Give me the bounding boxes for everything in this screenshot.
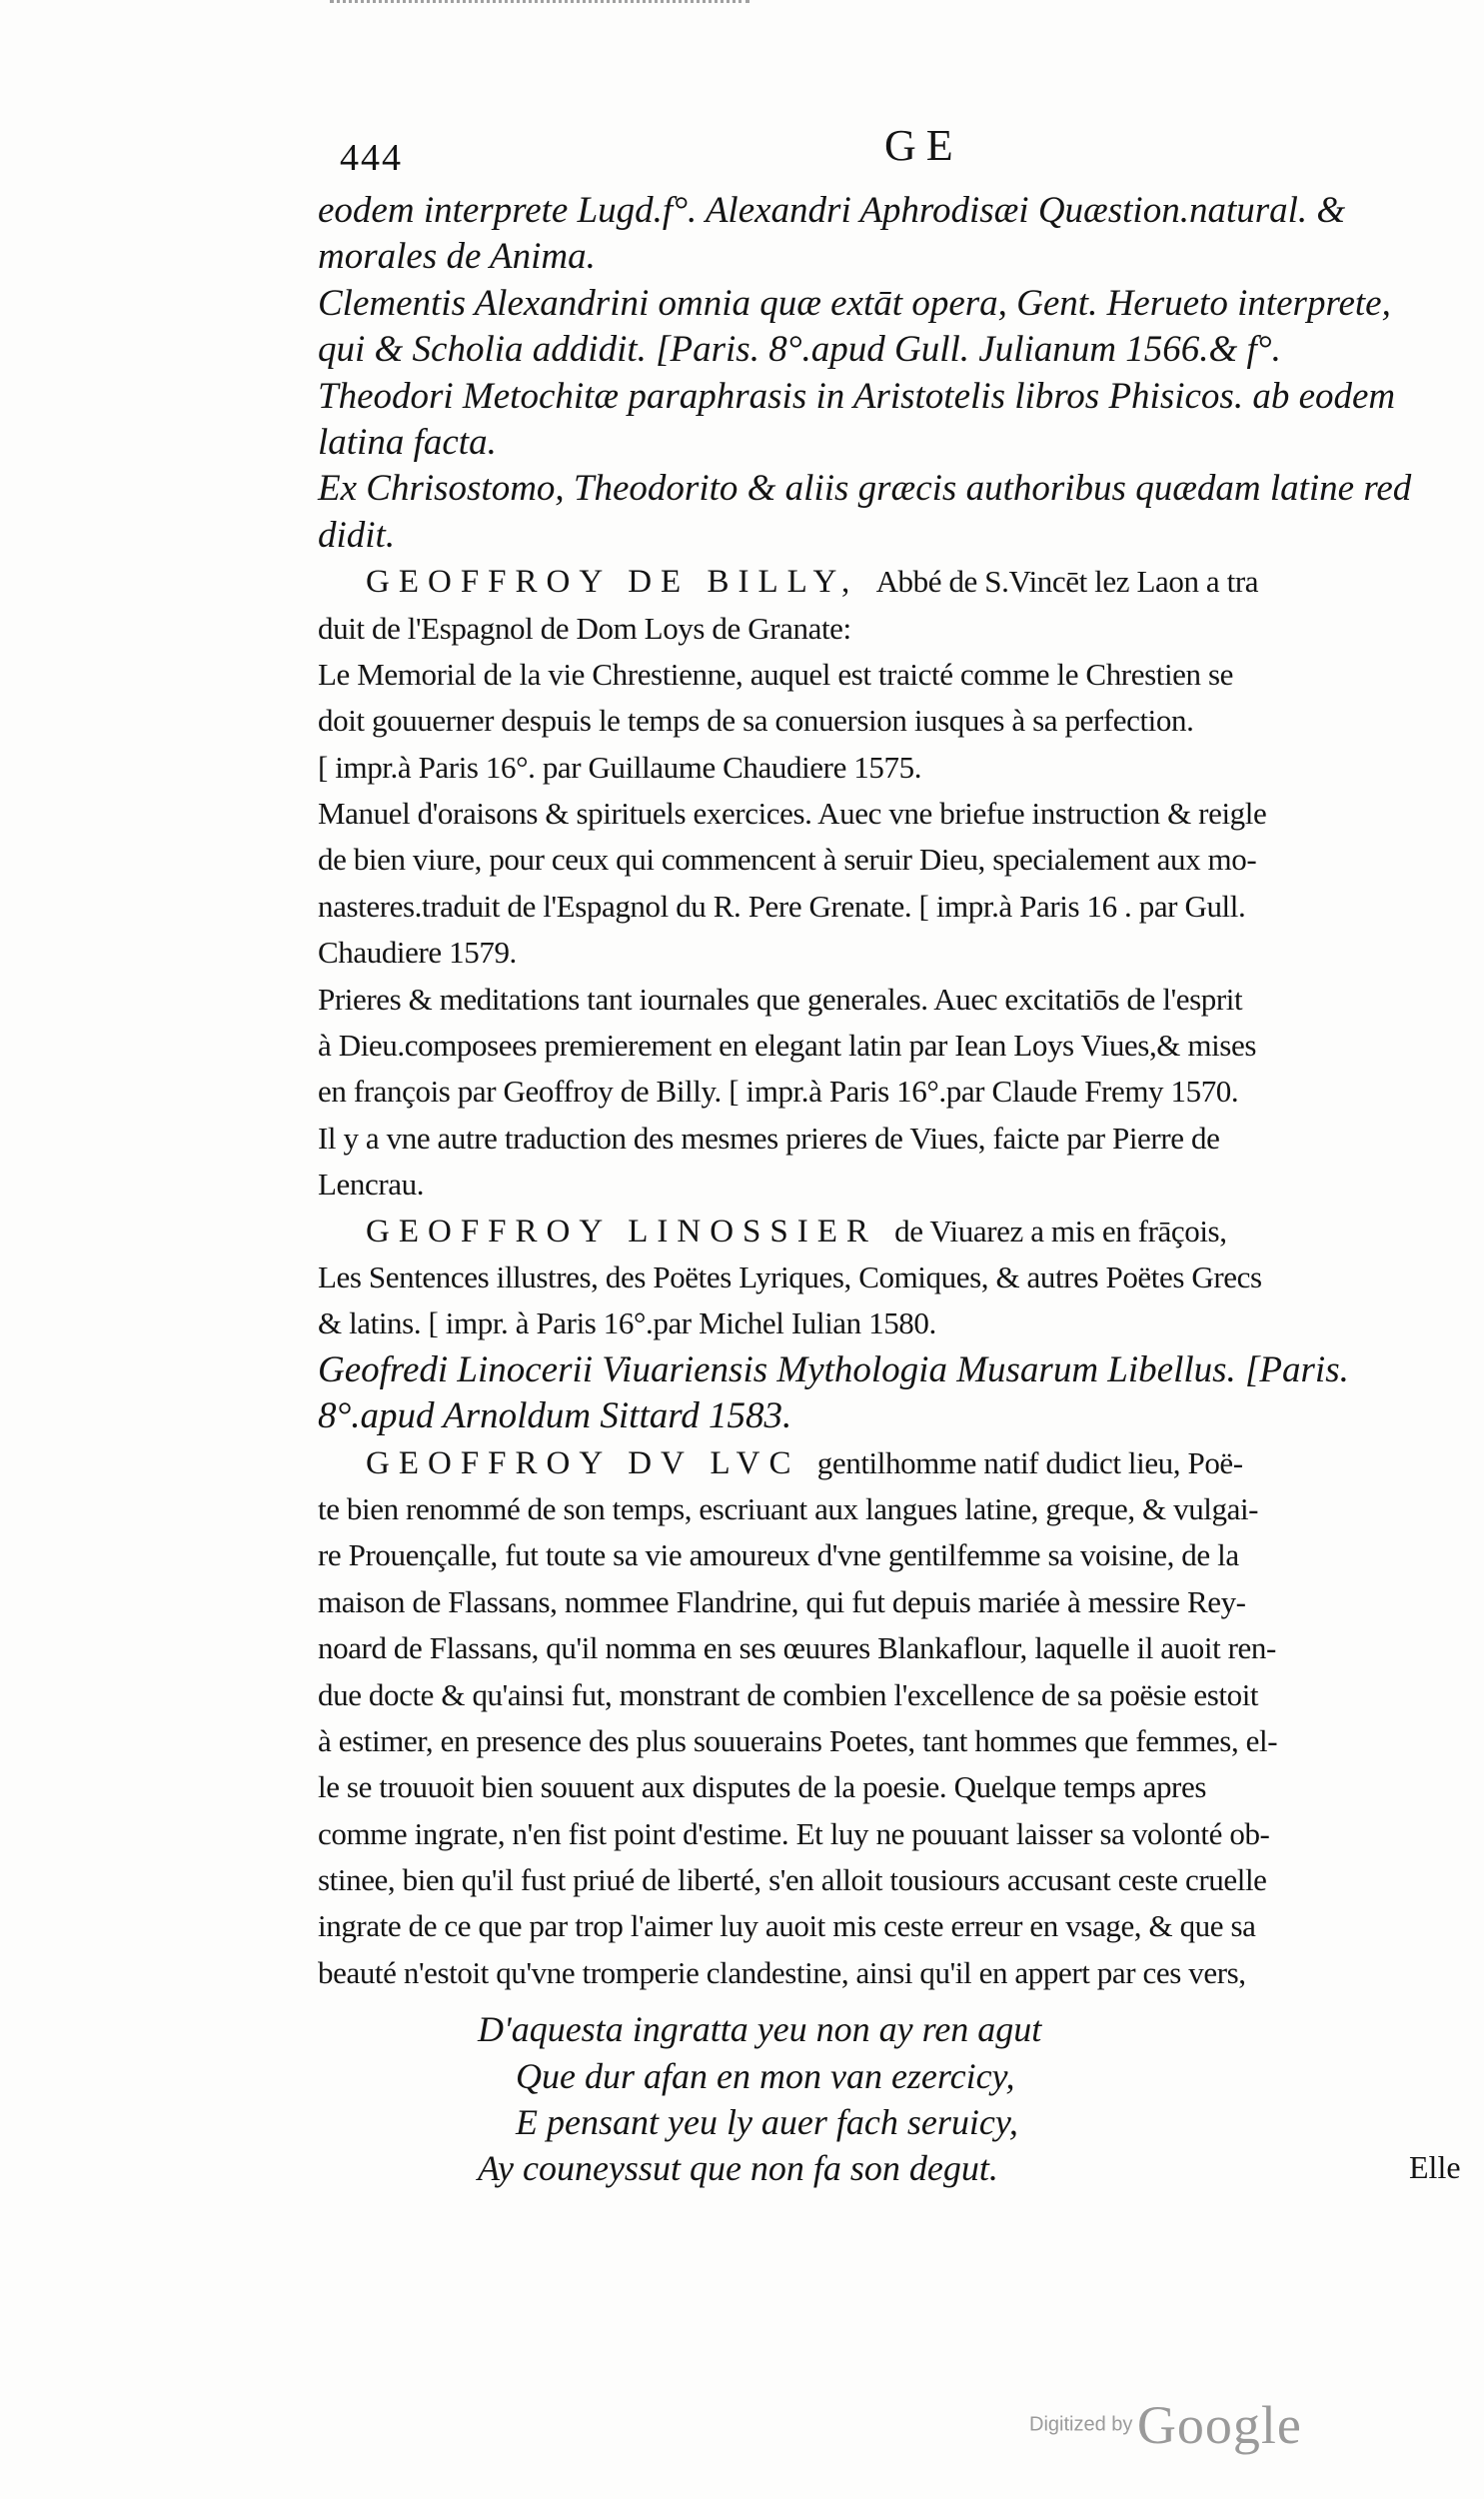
- entry-text: Abbé de S.Vincēt lez Laon a tra: [875, 564, 1259, 600]
- text-line: [318, 1209, 1452, 1254]
- text-line: [ impr.à Paris 16°. par Guillaume Chaudiere 1575.: [318, 749, 922, 785]
- text-line: Il y a vne autre traduction des mesmes prieres de Viues, faicte par Pierre de: [318, 1120, 1220, 1156]
- entry-text: de Viuarez a mis en frāçois,: [894, 1213, 1227, 1249]
- verse-line: Que dur afan en mon van ezercicy,: [516, 2055, 1015, 2096]
- text-line: en françois par Geoffroy de Billy. [ impr.à Paris 16°.par Claude Fremy 1570.: [318, 1074, 1239, 1110]
- text-line: beauté n'estoit qu'vne tromperie clandestine, ainsi qu'il en appert par ces vers,: [318, 1954, 1246, 1990]
- page-number: 444: [340, 137, 403, 179]
- text-line: à Dieu.composees premierement en elegant latin par Iean Loys Viues,& mises: [318, 1028, 1256, 1064]
- text-line: & latins. [ impr. à Paris 16°.par Michel Iulian 1580.: [318, 1305, 936, 1341]
- text-line: [318, 1440, 1452, 1486]
- text-line: latina facta.: [318, 421, 497, 463]
- verse-block: [318, 2006, 1452, 2192]
- page-body: [318, 188, 1452, 2192]
- author-name: GEOFFROY LINOSSIER: [366, 1213, 895, 1250]
- text-line: Chaudiere 1579.: [318, 935, 517, 971]
- text-line: Lencrau.: [318, 1167, 425, 1203]
- text-line: duit de l'Espagnol de Dom Loys de Granate:: [318, 610, 851, 646]
- text-line: Les Sentences illustres, des Poëtes Lyriques, Comiques, & autres Poëtes Grecs: [318, 1258, 1262, 1294]
- text-line: Theodori Metochitæ paraphrasis in Aristotelis libros Phisicos. ab eodem: [318, 375, 1396, 417]
- text-line: nasteres.traduit de l'Espagnol du R. Pere Grenate. [ impr.à Paris 16 . par Gull.: [318, 888, 1246, 924]
- text-line: noard de Flassans, qu'il nomma en ses œuures Blankaflour, laquelle il auoit ren-: [318, 1630, 1276, 1666]
- page-header: [340, 118, 1449, 178]
- text-line: à estimer, en presence des plus souuerains Poetes, tant hommes que femmes, el-: [318, 1722, 1278, 1758]
- text-line: Manuel d'oraisons & spirituels exercices. Auec vne briefue instruction & reigle: [318, 796, 1267, 832]
- text-line: Prieres & meditations tant iournales que generales. Auec excitatiōs de l'esprit: [318, 981, 1243, 1017]
- text-line: Ex Chrisostomo, Theodorito & aliis græcis authoribus quædam latine red: [318, 468, 1412, 510]
- text-line: stinee, bien qu'il fust priué de liberté, s'en alloit tousiours accusant ceste cruelle: [318, 1862, 1267, 1898]
- text-line: te bien renommé de son temps, escriuant aux langues latine, greque, & vulgai-: [318, 1490, 1259, 1526]
- text-line: Geofredi Linocerii Viuariensis Mythologia Musarum Libellus. [Paris.: [318, 1348, 1349, 1390]
- scan-edge-noise: [330, 0, 749, 17]
- author-name: GEOFFROY DV LVC: [366, 1444, 817, 1481]
- verse-line: E pensant yeu ly auer fach seruicy,: [516, 2102, 1018, 2143]
- watermark-prefix: Digitized by: [1029, 2413, 1133, 2436]
- digitized-by-watermark: [1029, 2394, 1302, 2456]
- text-line: le se trouuoit bien souuent aux disputes de la poesie. Quelque temps apres: [318, 1769, 1206, 1805]
- text-line: doit gouuerner despuis le temps de sa conuersion iusques à sa perfection.: [318, 703, 1194, 739]
- author-name: GEOFFROY DE BILLY,: [366, 564, 876, 601]
- text-line: Clementis Alexandrini omnia quæ extāt opera, Gent. Herueto interprete,: [318, 282, 1391, 324]
- text-line: [318, 559, 1452, 605]
- text-line: 8°.apud Arnoldum Sittard 1583.: [318, 1395, 792, 1437]
- text-line: re Prouençalle, fut toute sa vie amoureux d'vne gentilfemme sa voisine, de la: [318, 1537, 1239, 1573]
- text-line: de bien viure, pour ceux qui commencent à seruir Dieu, specialement aux mo-: [318, 842, 1257, 878]
- text-line: didit.: [318, 514, 396, 556]
- text-line: Le Memorial de la vie Chrestienne, auquel est traicté comme le Chrestien se: [318, 656, 1234, 692]
- text-line: morales de Anima.: [318, 236, 596, 278]
- text-line: due docte & qu'ainsi fut, monstrant de combien l'excellence de sa poësie estoit: [318, 1676, 1259, 1712]
- verse-line: D'aquesta ingratta yeu non ay ren agut: [478, 2009, 1042, 2050]
- text-line: eodem interprete Lugd.f°. Alexandri Aphrodisæi Quæstion.natural. &: [318, 190, 1346, 231]
- catchword: Elle: [1409, 2149, 1461, 2185]
- text-line: maison de Flassans, nommee Flandrine, qui fut depuis mariée à messire Rey-: [318, 1583, 1246, 1619]
- google-logo: Google: [1136, 2395, 1302, 2455]
- text-line: comme ingrate, n'en fist point d'estime. Et luy ne pouuant laisser sa volonté ob-: [318, 1815, 1270, 1851]
- entry-text: gentilhomme natif dudict lieu, Poë-: [816, 1444, 1243, 1480]
- verse-line: Ay couneyssut que non fa son degut.: [478, 2148, 998, 2189]
- running-head: GE: [884, 121, 963, 170]
- text-line: qui & Scholia addidit. [Paris. 8°.apud Gull. Julianum 1566.& f°.: [318, 329, 1281, 371]
- text-line: ingrate de ce que par trop l'aimer luy auoit mis ceste erreur en vsage, & que sa: [318, 1908, 1256, 1944]
